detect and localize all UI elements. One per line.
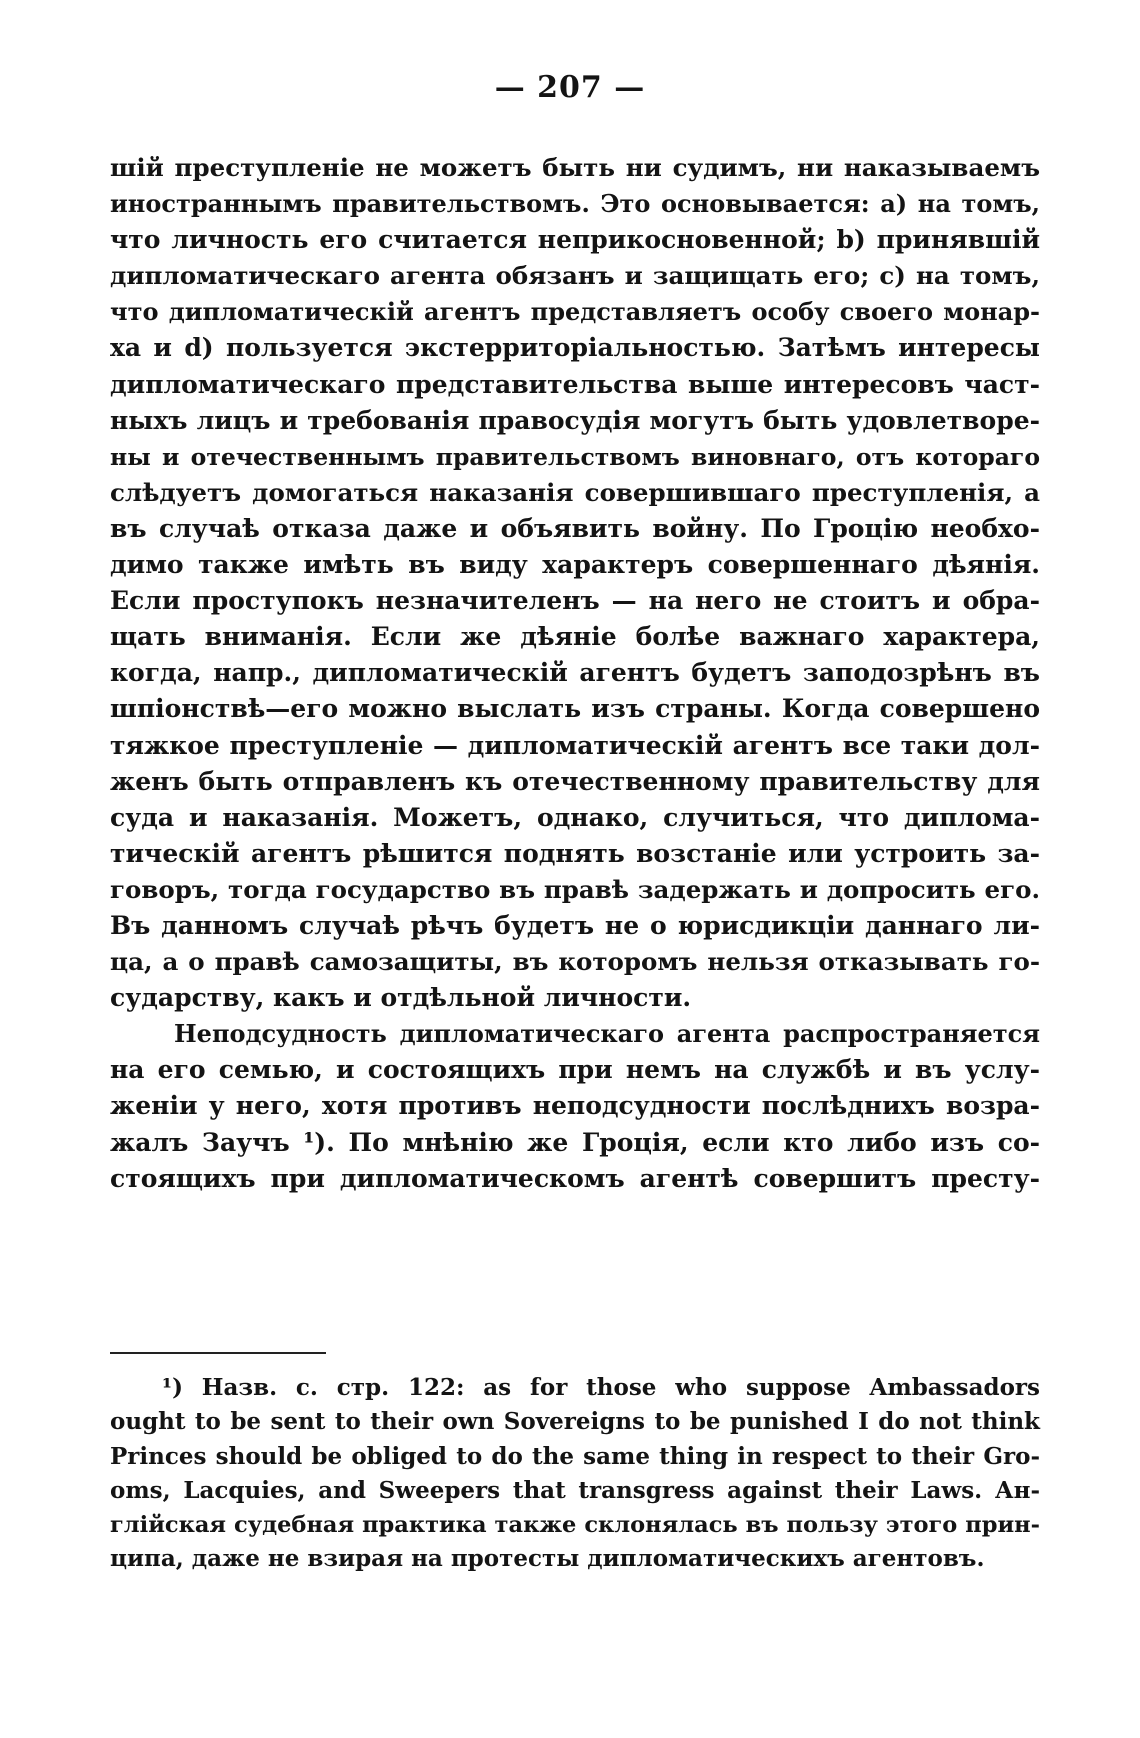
body-line: на его семью, и состоящихъ при немъ на службѣ и въ услу- bbox=[110, 1055, 1040, 1085]
body-line: дипломатическаго агента обязанъ и защищать его; c) на томъ, bbox=[110, 261, 1040, 291]
body-text bbox=[110, 150, 1040, 1197]
body-line: суда и наказанія. Можетъ, однако, случиться, что диплома- bbox=[110, 802, 1040, 832]
body-line: жалъ Заучъ ¹). По мнѣнію же Гроція, если кто либо изъ со- bbox=[110, 1127, 1040, 1157]
page-number: — 207 — bbox=[494, 70, 646, 105]
body-line: димо также имѣть въ виду характеръ совершеннаго дѣянія. bbox=[110, 550, 1040, 580]
body-line: говоръ, тогда государство въ правѣ задержать и допросить его. bbox=[110, 874, 1040, 904]
body-line: шій преступленіе не можетъ быть ни судимъ, ни наказываемъ bbox=[110, 153, 1040, 182]
footnote-line: Princes should be obliged to do the same thing in respect to their Gro- bbox=[110, 1442, 1040, 1470]
body-line: Если проступокъ незначителенъ — на него не стоитъ и обра- bbox=[110, 586, 1040, 616]
body-line: ха и d) пользуется экстерриторіальностью. Затѣмъ интересы bbox=[110, 333, 1040, 363]
body-line: Въ данномъ случаѣ рѣчъ будетъ не о юрисдикціи даннаго ли- bbox=[110, 910, 1040, 940]
body-line: женъ быть отправленъ къ отечественному правительству для bbox=[110, 766, 1040, 796]
body-line: что дипломатическій агентъ представляетъ особу своего монар- bbox=[110, 297, 1040, 327]
body-line: шпіонствѣ—его можно выслать изъ страны. Когда совершено bbox=[110, 694, 1040, 724]
footnote-line: ought to be sent to their own Sovereigns to be punished I do not think bbox=[110, 1408, 1040, 1436]
footnote-line: ¹) Назв. с. стр. 122: as for those who suppose Ambassadors bbox=[162, 1374, 1040, 1401]
footnote bbox=[110, 1371, 1040, 1577]
body-line: тяжкое преступленіе — дипломатическій агентъ все таки дол- bbox=[110, 730, 1040, 760]
body-line: дипломатическаго представительства выше интересовъ част- bbox=[110, 369, 1040, 399]
body-line: что личность его считается неприкосновенной; b) принявшій bbox=[110, 225, 1040, 255]
body-line: въ случаѣ отказа даже и объявить войну. По Гроцію необхо- bbox=[110, 513, 1040, 543]
body-line: стоящихъ при дипломатическомъ агентѣ совершитъ престу- bbox=[110, 1163, 1040, 1193]
footnote-line: ципа, даже не взирая на протесты дипломатическихъ агентовъ. bbox=[110, 1545, 985, 1573]
body-line: сударству, какъ и отдѣльной личности. bbox=[110, 983, 692, 1013]
footnote-line: глійская судебная практика также склонялась въ пользу этого прин- bbox=[110, 1512, 1040, 1539]
body-line: слѣдуетъ домогаться наказанія совершившаго преступленія, а bbox=[110, 477, 1040, 507]
footnote-divider bbox=[110, 1352, 326, 1354]
body-line: иностраннымъ правительствомъ. Это основывается: a) на томъ, bbox=[110, 189, 1040, 219]
body-line: женіи у него, хотя противъ неподсудности послѣднихъ возра- bbox=[110, 1091, 1040, 1121]
body-line: тическій агентъ рѣшится поднять возстаніе или устроить за- bbox=[110, 838, 1040, 868]
body-line: щать вниманія. Если же дѣяніе болѣе важнаго характера, bbox=[110, 622, 1040, 652]
footnote-line: oms, Lacquies, and Sweepers that transgress against their Laws. Ан- bbox=[110, 1476, 1040, 1504]
body-line: ны и отечественнымъ правительствомъ виновнаго, отъ котораго bbox=[110, 442, 1040, 471]
body-line: ныхъ лицъ и требованія правосудія могутъ быть удовлетворе- bbox=[110, 405, 1040, 435]
body-line: когда, напр., дипломатическій агентъ будетъ заподозрѣнъ въ bbox=[110, 658, 1040, 688]
body-line: Неподсудность дипломатическаго агента распространяется bbox=[174, 1019, 1040, 1049]
body-line: ца, а о правѣ самозащиты, въ которомъ нельзя отказывать го- bbox=[110, 947, 1040, 977]
